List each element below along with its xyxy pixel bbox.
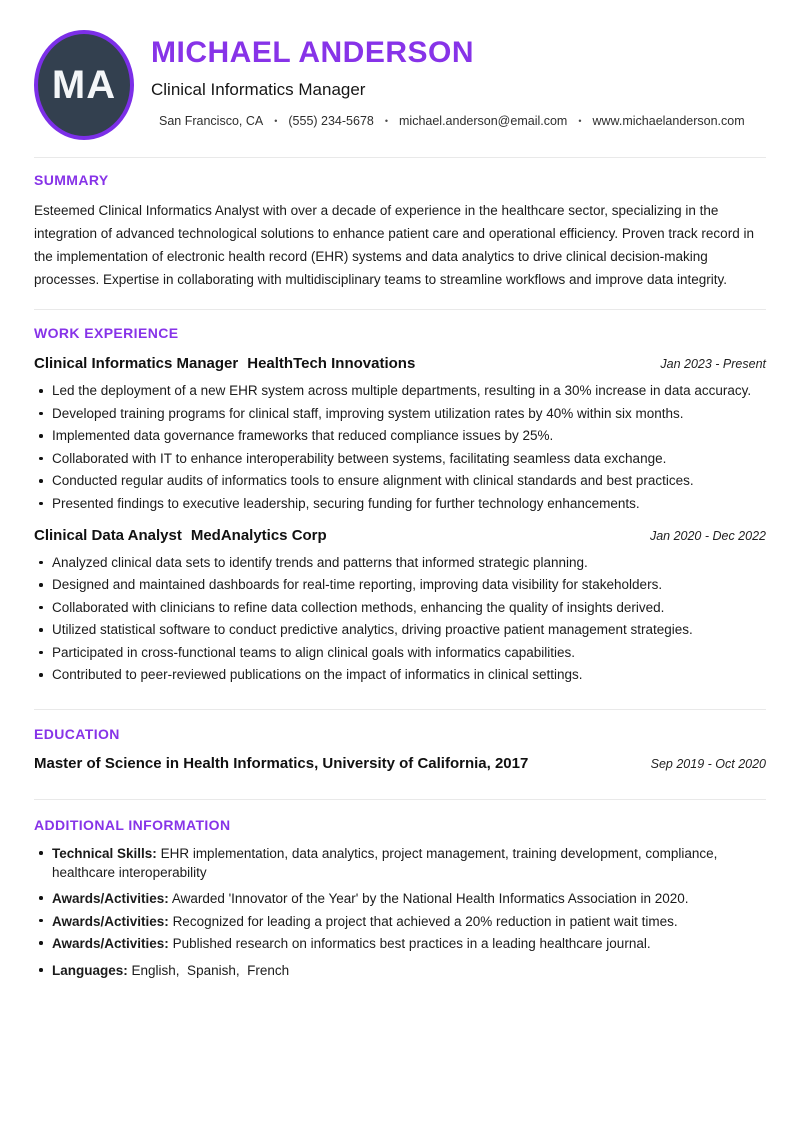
contact-line	[159, 114, 745, 128]
job-header-row	[34, 527, 766, 544]
additional-item-text: Published research on informatics best practices in a leading healthcare journal.	[172, 936, 651, 951]
section-education	[34, 726, 766, 772]
experience-bullet: Led the deployment of a new EHR system across multiple departments, resulting in a 30% increase in data accuracy.	[34, 382, 766, 400]
job-company: HealthTech Innovations	[247, 355, 416, 372]
summary-heading: SUMMARY	[34, 172, 109, 188]
education-dates: Sep 2019 - Oct 2020	[650, 757, 766, 771]
job-dates: Jan 2020 - Dec 2022	[649, 528, 766, 543]
experience-bullet: Implemented data governance frameworks that reduced compliance issues by 25%.	[34, 427, 766, 445]
education-heading: EDUCATION	[34, 726, 120, 742]
header-text	[151, 30, 745, 140]
job-title: Clinical Informatics Manager	[34, 355, 239, 372]
job-title-line	[34, 355, 415, 372]
section-work-experience	[34, 325, 766, 684]
education-degree: Master of Science in Health Informatics, University of California, 2017	[34, 755, 529, 772]
job-title-line	[34, 527, 327, 544]
additional-list	[34, 844, 766, 980]
education-row	[34, 755, 766, 772]
job-title: Clinical Data Analyst	[34, 526, 182, 544]
job-bullet-list	[34, 554, 766, 685]
experience-bullet: Analyzed clinical data sets to identify trends and patterns that informed strategic planning.	[34, 554, 766, 572]
experience-bullet: Developed training programs for clinical staff, improving system utilization rates by 40% within six months.	[34, 405, 766, 423]
avatar-initials: MA	[51, 62, 117, 107]
summary-text: Esteemed Clinical Informatics Analyst with over a decade of experience in the healthcare sector, specializing in the integration of advanced technological solutions to enhance patient care and operational efficiency. Proven track record in the implementation of electronic health record (EHR) systems and data analytics to drive clinical decision-making processes. Expertise in collaborating with multidisciplinary teams to streamline workflows and improve data integrity.	[34, 203, 754, 287]
experience-bullet: Presented findings to executive leadership, securing funding for further technology enhancements.	[34, 495, 766, 513]
contact-phone: (555) 234-5678	[288, 114, 374, 128]
additional-item	[34, 889, 766, 908]
experience-bullet: Conducted regular audits of informatics tools to ensure alignment with clinical standards and best practices.	[34, 472, 766, 490]
job-dates: Jan 2023 - Present	[660, 357, 766, 371]
contact-website: www.michaelanderson.com	[592, 114, 745, 128]
additional-item	[34, 912, 766, 931]
additional-item	[34, 934, 766, 953]
additional-item	[34, 961, 766, 980]
additional-item-text: Recognized for leading a project that achieved a 20% reduction in patient wait times.	[172, 913, 678, 929]
divider	[34, 157, 766, 158]
contact-location: San Francisco, CA	[159, 114, 264, 128]
job-bullet-list	[34, 382, 766, 513]
work-experience-heading: WORK EXPERIENCE	[34, 325, 179, 341]
additional-item-label: Technical Skills:	[52, 846, 157, 861]
additional-item-text: Awarded 'Innovator of the Year' by the National Health Informatics Association in 2020.	[171, 891, 689, 906]
additional-item-label: Awards/Activities:	[52, 913, 169, 929]
experience-bullet: Collaborated with clinicians to refine data collection methods, enhancing the quality of insights derived.	[34, 599, 766, 617]
section-additional-information	[34, 817, 766, 980]
experience-bullet: Collaborated with IT to enhance interoperability between systems, facilitating seamless data exchange.	[34, 450, 766, 468]
candidate-name: MICHAEL ANDERSON	[151, 36, 475, 69]
additional-information-heading: ADDITIONAL INFORMATION	[34, 817, 231, 833]
experience-bullet: Contributed to peer-reviewed publications on the impact of informatics in clinical settings.	[34, 666, 766, 684]
additional-item	[34, 844, 766, 882]
additional-item-label: Awards/Activities:	[52, 891, 169, 906]
resume-header	[34, 0, 766, 140]
additional-item-label: Awards/Activities:	[52, 936, 169, 951]
job-header-row	[34, 355, 766, 372]
additional-item-label: Languages:	[52, 963, 128, 978]
avatar	[34, 30, 134, 140]
divider	[34, 709, 766, 710]
separator-dot-icon: •	[578, 116, 582, 126]
additional-item-text: English, Spanish, French	[131, 963, 290, 978]
separator-dot-icon: •	[384, 116, 389, 126]
experience-bullet: Designed and maintained dashboards for real-time reporting, improving data visibility for stakeholders.	[34, 576, 766, 594]
experience-bullet: Participated in cross-functional teams to align clinical goals with informatics capabilities.	[34, 644, 766, 662]
divider	[34, 799, 766, 800]
separator-dot-icon: •	[274, 116, 278, 126]
job-company: MedAnalytics Corp	[190, 526, 327, 544]
divider	[34, 309, 766, 310]
candidate-title: Clinical Informatics Manager	[151, 80, 366, 99]
contact-email: michael.anderson@email.com	[399, 114, 568, 128]
experience-bullet: Utilized statistical software to conduct predictive analytics, driving proactive patient management strategies.	[34, 621, 766, 639]
section-summary	[34, 172, 766, 291]
additional-item-text: EHR implementation, data analytics, project management, training development, compliance, healthcare interoperability	[52, 846, 722, 880]
